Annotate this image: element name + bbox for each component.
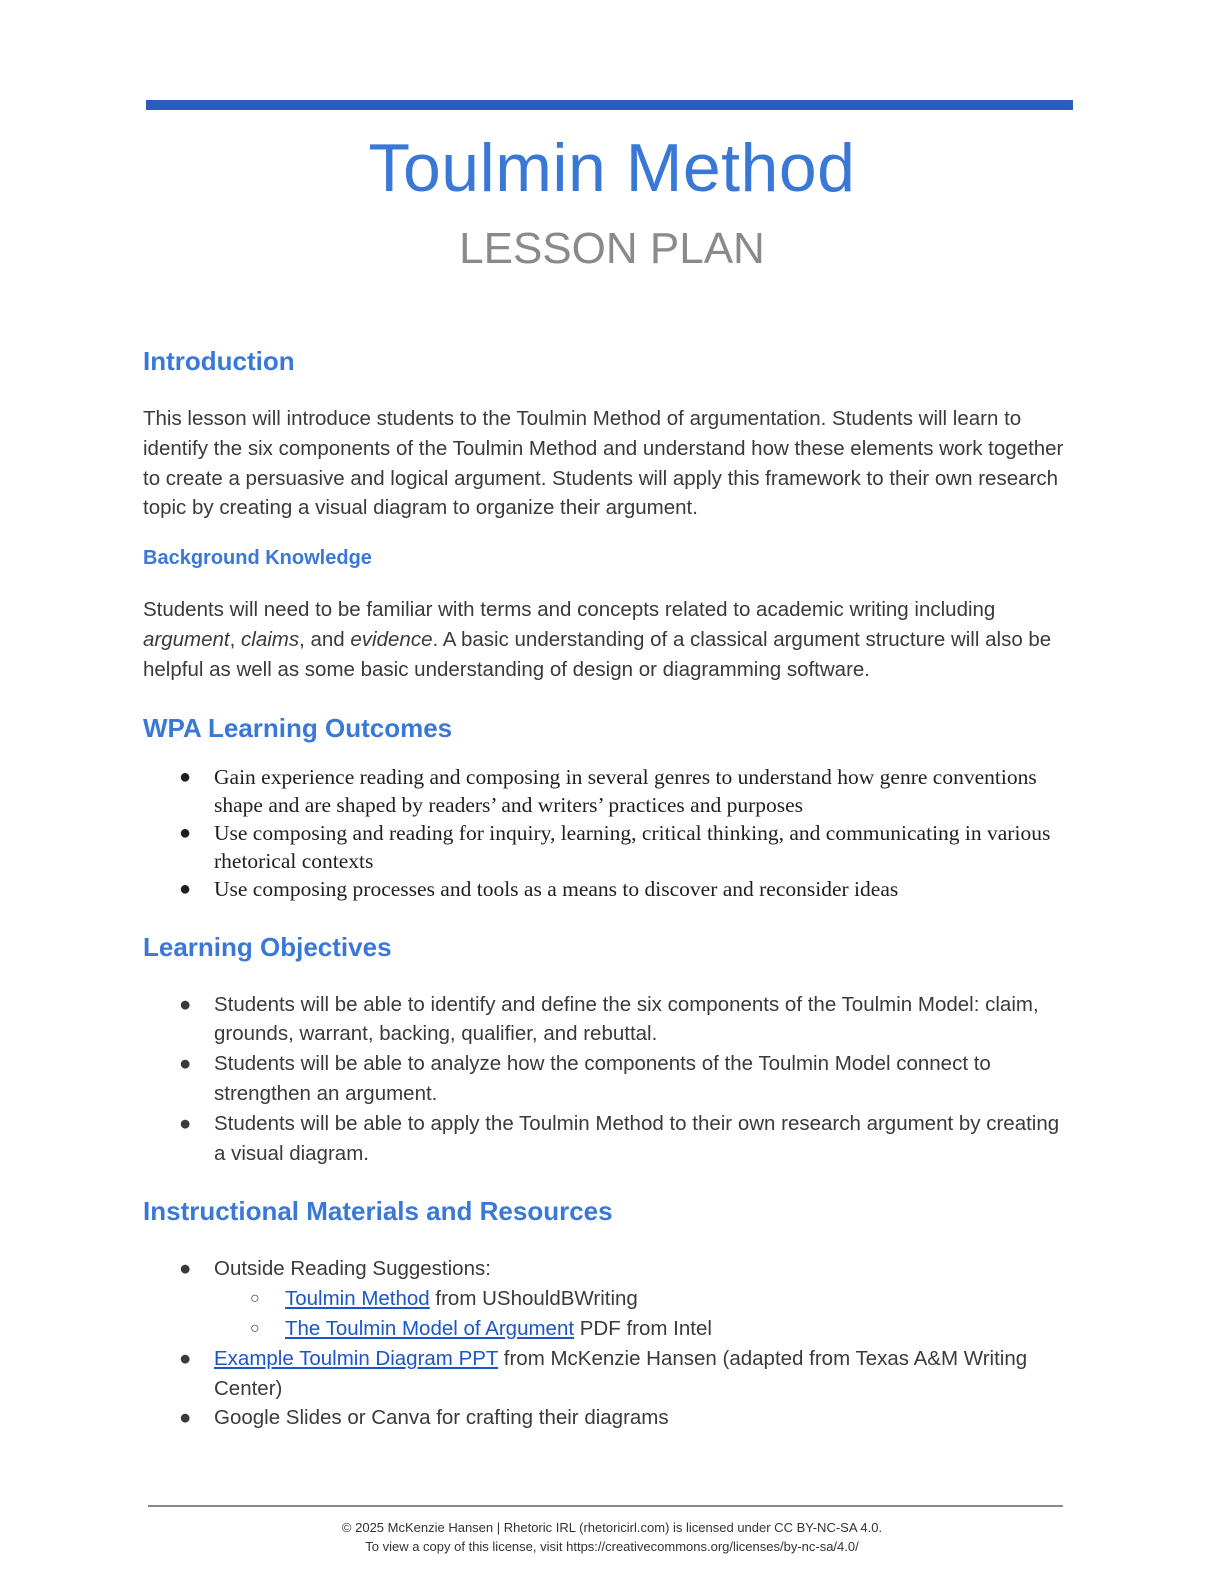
list-item-text: Google Slides or Canva for crafting their diagrams [214,1406,669,1430]
list-item-text: Students will be able to identify and define the six components of the Toulmin Model: claim, grounds, warrant, backing, qualifier, and rebuttal. [214,992,1039,1046]
term-argument: argument [143,627,230,651]
wpa-list [143,763,1073,904]
introduction-text: This lesson will introduce students to the Toulmin Method of argumentation. Students will learn to identify the six components of the Toulmin Method and understand how these elements work together to create a persuasive and logical argument. Students will apply this framework to their own research topic by creating a visual diagram to organize their argument. [143,407,1064,520]
footer-license-url: To view a copy of this license, visit https://creativecommons.org/licenses/by-nc-sa/4.0/ [365,1539,859,1554]
wpa-section [143,707,1073,904]
list-item [143,1254,1073,1284]
background-section [143,543,1073,684]
list-item-text: Outside Reading Suggestions: [214,1257,491,1281]
list-item-text: from McKenzie Hansen (adapted from Texas A&M Writing Center) [214,1346,1028,1400]
bullet-icon: ● [179,1406,192,1430]
bullet-icon: ● [179,1346,192,1370]
bullet-icon: ● [179,765,192,788]
list-item [143,1403,1073,1433]
page-title: Toulmin Method [368,130,856,206]
list-item [143,875,1073,903]
footer-rule [148,1505,1063,1507]
bullet-icon: ● [179,821,192,844]
hollow-bullet-icon: ○ [250,1290,260,1308]
list-item-text: PDF from Intel [574,1316,712,1340]
top-rule [146,100,1073,110]
background-text-end: . A basic understanding of a classical argument structure will also be helpful as well as some basic understanding of design or diagramming software. [143,627,1052,681]
background-text [143,595,1073,684]
list-item [143,763,1073,819]
list-item-text: Students will be able to apply the Toulmin Method to their own research argument by creating a visual diagram. [214,1111,1060,1165]
list-item [143,990,1073,1050]
bullet-icon: ● [179,878,192,901]
list-item [143,819,1073,875]
list-item [143,1284,1073,1314]
materials-list [143,1254,1073,1433]
toulmin-model-pdf-link[interactable]: The Toulmin Model of Argument [285,1316,575,1340]
page-subtitle: LESSON PLAN [459,224,765,273]
wpa-heading: WPA Learning Outcomes [143,712,453,743]
term-sep-1: , [229,627,242,651]
list-item-text: Students will be able to analyze how the components of the Toulmin Model connect to strengthen an argument. [214,1052,991,1105]
document-body [143,340,1073,1433]
list-item-text: Use composing and reading for inquiry, learning, critical thinking, and communicating in various rhetorical contexts [214,820,1051,874]
term-claims: claims [241,627,300,651]
background-heading: Background Knowledge [143,547,372,570]
list-item-text: from UShouldBWriting [429,1287,638,1311]
term-evidence: evidence [350,627,433,651]
example-diagram-ppt-link[interactable]: Example Toulmin Diagram PPT [214,1346,499,1370]
bullet-icon: ● [179,992,192,1016]
bullet-icon: ● [179,1257,192,1281]
introduction-heading: Introduction [143,346,295,376]
list-item [143,1344,1073,1404]
footer-license: © 2025 McKenzie Hansen | Rhetoric IRL (rhetoricirl.com) is licensed under CC BY-NC-SA 4.0. [341,1520,883,1535]
introduction-section [143,340,1073,523]
objectives-heading: Learning Objectives [143,931,392,962]
toulmin-method-link[interactable]: Toulmin Method [285,1287,430,1311]
term-sep-2: , and [299,627,351,651]
list-item [143,1109,1073,1169]
list-item [143,1314,1073,1344]
list-item-text: Use composing processes and tools as a means to discover and reconsider ideas [214,877,899,902]
bullet-icon: ● [179,1111,192,1135]
background-text-start: Students will need to be familiar with terms and concepts related to academic writing including [143,598,996,622]
objectives-section [143,926,1073,1169]
objectives-list [143,990,1073,1169]
materials-heading: Instructional Materials and Resources [143,1196,613,1227]
list-item-text: Gain experience reading and composing in several genres to understand how genre conventions shape and are shaped by readers’ and writers’ practices and purposes [214,764,1037,817]
list-item [143,1049,1073,1109]
materials-section [143,1190,1073,1433]
bullet-icon: ● [179,1052,192,1076]
hollow-bullet-icon: ○ [250,1319,260,1337]
